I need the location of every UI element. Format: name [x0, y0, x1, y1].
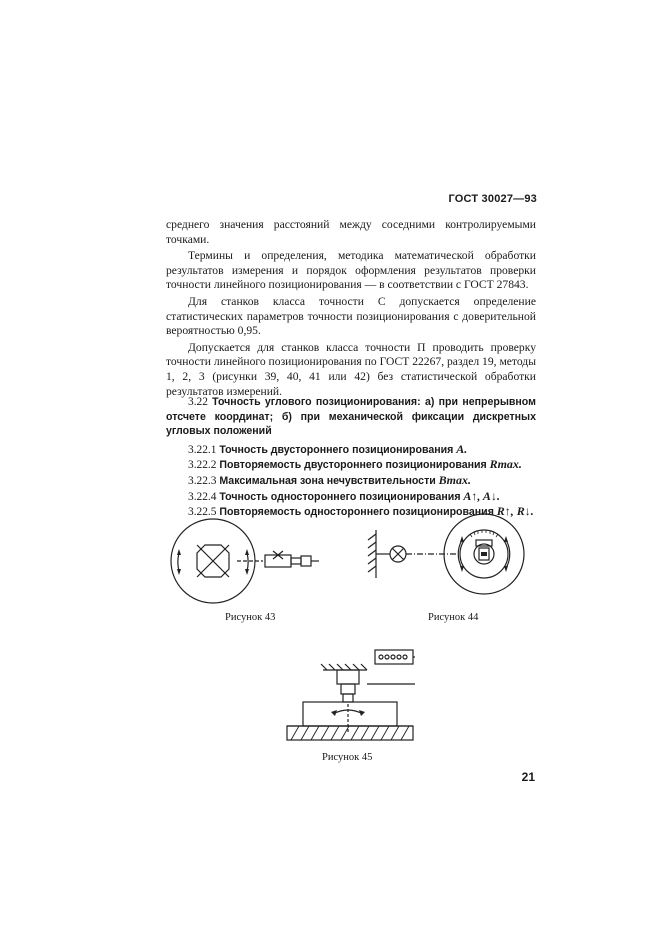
figure-43-caption: Рисунок 43 [225, 612, 276, 623]
section-item: 3.22.3 Максимальная зона нечувствительности Bmax. [188, 472, 471, 487]
paragraph: среднего значения расстояний между соседними контролируемыми точками. [166, 218, 536, 246]
paragraph: Термины и определения, методика математической обработки результатов измерения и порядок оформления результатов проверки точности линейного позиционирования — в соответствии с ГОСТ 27843. [166, 249, 536, 292]
section-3-22 [166, 395, 536, 520]
figure-44-caption: Рисунок 44 [428, 612, 479, 623]
section-item: 3.22.5 Повторяемость одностороннего позиционирования R↑, R↓. [188, 504, 534, 519]
section-title: Точность углового позиционирования: а) при непрерывном отсчете координат; б) при механической фиксации дискретных угловых положений [166, 396, 536, 438]
figure-43-drawing [165, 515, 325, 615]
figure-45-drawing [285, 642, 415, 746]
figure-45-caption: Рисунок 45 [322, 752, 373, 763]
document-header: ГОСТ 30027—93 [448, 193, 537, 205]
page-number: 21 [521, 770, 535, 784]
figure-44-drawing [360, 512, 535, 612]
section-item: 3.22.1 Точность двустороннего позиционирования A. [188, 441, 468, 456]
section-item: 3.22.4 Точность одностороннего позиционирования A↑, A↓. [188, 488, 500, 503]
section-item: 3.22.2 Повторяемость двустороннего позиционирования Rmax. [188, 457, 522, 472]
section-heading [166, 395, 536, 439]
section-number: 3.22 [188, 396, 208, 408]
paragraph: Для станков класса точности С допускается определение статистических параметров точности позиционирования с доверительной вероятностью 0,95. [166, 294, 536, 338]
paragraph: Допускается для станков класса точности П проводить проверку точности линейного позиционирования по ГОСТ 22267, раздел 19, методы 1, 2, 3 (рисунки 39, 40, 41 или 42) без статистической обработки результатов измерений. [166, 340, 536, 398]
body-text [166, 218, 536, 401]
